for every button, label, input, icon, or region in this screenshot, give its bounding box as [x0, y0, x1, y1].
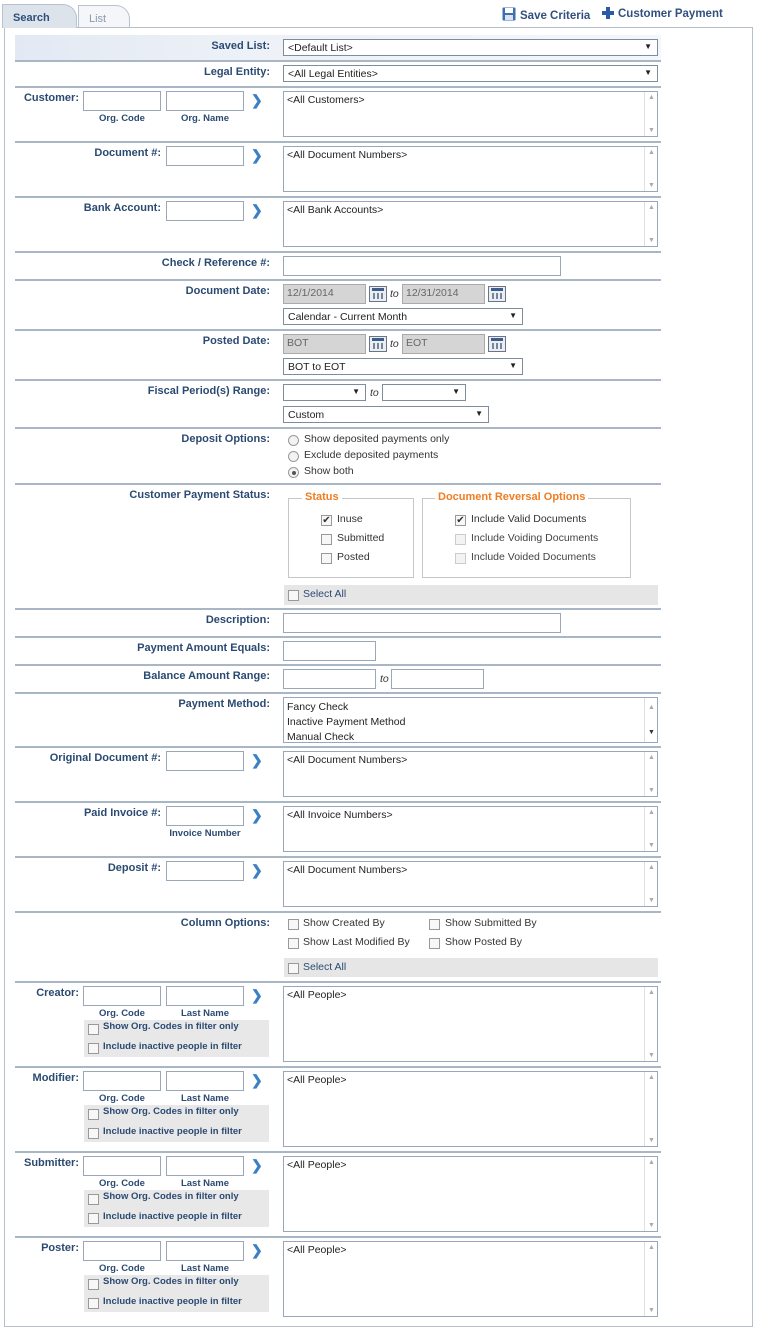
scrollbar[interactable]: ▲ ▼	[644, 1072, 657, 1146]
status-legend: Status	[302, 491, 342, 503]
fiscal-mode-value: Custom	[288, 409, 325, 421]
creator-inactive-label: Include inactive people in filter	[103, 1041, 242, 1052]
customer-payment-label: Customer Payment	[618, 8, 723, 20]
payment-amount-input[interactable]	[283, 641, 376, 661]
posted-date-to-word: to	[390, 338, 399, 350]
bank-account-label: Bank Account:	[83, 202, 161, 214]
deposit-no-listbox[interactable]	[283, 861, 658, 907]
show-both-label: Show both	[304, 465, 354, 477]
deposit-no-label: Deposit #:	[107, 862, 161, 874]
calendar-icon[interactable]	[488, 286, 506, 302]
columns-select-all-checkbox[interactable]	[288, 963, 299, 974]
paid-invoice-listbox[interactable]	[283, 806, 658, 852]
deposit-options-label: Deposit Options:	[181, 433, 270, 445]
poster-org-only-label: Show Org. Codes in filter only	[103, 1276, 239, 1287]
submitter-list-item: <All People>	[287, 1159, 347, 1171]
document-no-list-item: <All Document Numbers>	[287, 149, 408, 161]
original-doc-label: Original Document #:	[49, 752, 161, 764]
poster-listbox[interactable]	[283, 1241, 658, 1317]
paid-invoice-label: Paid Invoice #:	[83, 807, 161, 819]
deposit-no-list-item: <All Document Numbers>	[287, 864, 408, 876]
scrollbar[interactable]: ▲ ▼	[644, 862, 657, 906]
modifier-inactive-label: Include inactive people in filter	[103, 1126, 242, 1137]
check-ref-label: Check / Reference #:	[161, 257, 270, 269]
scrollbar[interactable]: ▲ ▼	[644, 202, 657, 246]
submitter-inactive-label: Include inactive people in filter	[103, 1211, 242, 1222]
chevron-down-icon: ▼	[644, 42, 652, 51]
scrollbar[interactable]: ▲ ▼	[644, 1242, 657, 1316]
modifier-org-only-checkbox[interactable]	[88, 1109, 99, 1120]
save-criteria-link[interactable]	[502, 7, 590, 22]
calendar-icon[interactable]	[369, 286, 387, 302]
modifier-last-name-caption: Last Name	[180, 1093, 230, 1104]
submitter-inactive-checkbox[interactable]	[88, 1213, 99, 1224]
modifier-org-code-caption: Org. Code	[99, 1093, 145, 1104]
chevron-down-icon: ▼	[509, 311, 517, 320]
modifier-org-code-input[interactable]	[83, 1071, 161, 1091]
poster-add-arrow-icon[interactable]: ❯	[251, 1242, 263, 1258]
status-select-all-checkbox[interactable]	[288, 590, 299, 601]
show-submitted-checkbox[interactable]	[429, 919, 440, 930]
paid-invoice-list-item: <All Invoice Numbers>	[287, 809, 393, 821]
submitter-add-arrow-icon[interactable]: ❯	[251, 1157, 263, 1173]
creator-org-code-input[interactable]	[83, 986, 161, 1006]
balance-to-input[interactable]	[391, 669, 484, 689]
modifier-add-arrow-icon[interactable]: ❯	[251, 1072, 263, 1088]
customer-list-item: <All Customers>	[287, 94, 365, 106]
creator-org-only-label: Show Org. Codes in filter only	[103, 1021, 239, 1032]
document-no-input[interactable]	[166, 146, 244, 166]
customer-org-name-caption: Org. Name	[180, 113, 230, 124]
submitter-org-only-checkbox[interactable]	[88, 1194, 99, 1205]
submitter-listbox[interactable]	[283, 1156, 658, 1232]
modifier-last-name-input[interactable]	[166, 1071, 244, 1091]
poster-last-name-input[interactable]	[166, 1241, 244, 1261]
creator-label: Creator:	[36, 987, 79, 999]
saved-list-value: <Default List>	[288, 42, 353, 54]
tab-list[interactable]	[78, 5, 130, 27]
show-modified-label: Show Last Modified By	[303, 936, 410, 948]
creator-last-name-input[interactable]	[166, 986, 244, 1006]
poster-inactive-checkbox[interactable]	[88, 1298, 99, 1309]
bank-account-listbox[interactable]	[283, 201, 658, 247]
deposit-no-add-arrow-icon[interactable]: ❯	[251, 862, 263, 878]
customer-payment-link[interactable]	[602, 7, 723, 20]
original-doc-add-arrow-icon[interactable]: ❯	[251, 752, 263, 768]
document-add-arrow-icon[interactable]: ❯	[251, 147, 263, 163]
chevron-down-icon: ▼	[352, 387, 360, 396]
columns-select-all-label: Select All	[303, 961, 347, 973]
saved-list-label: Saved List:	[211, 40, 270, 52]
fiscal-from-select[interactable]	[283, 384, 366, 401]
show-created-label: Show Created By	[303, 917, 385, 929]
scrollbar[interactable]: ▲ ▼	[644, 147, 657, 191]
fiscal-label: Fiscal Period(s) Range:	[147, 385, 270, 397]
plus-icon	[602, 7, 614, 19]
document-date-label: Document Date:	[185, 285, 270, 297]
customer-listbox[interactable]	[283, 91, 658, 137]
bank-account-list-item: <All Bank Accounts>	[287, 204, 384, 216]
creator-org-code-caption: Org. Code	[99, 1008, 145, 1019]
scrollbar[interactable]: ▲ ▼	[644, 987, 657, 1061]
scrollbar[interactable]: ▲ ▼	[644, 698, 657, 742]
posted-date-range-select[interactable]	[283, 358, 523, 375]
document-date-range-select[interactable]	[283, 308, 523, 325]
save-icon	[502, 7, 516, 21]
posted-date-label: Posted Date:	[202, 335, 270, 347]
creator-org-only-checkbox[interactable]	[88, 1024, 99, 1035]
posted-checkbox[interactable]	[321, 553, 332, 564]
include-voiding-checkbox[interactable]	[455, 534, 466, 545]
exclude-deposited-radio[interactable]	[288, 451, 299, 462]
paid-invoice-input[interactable]	[166, 806, 244, 826]
posted-label: Posted	[337, 551, 370, 563]
include-voiding-label: Include Voiding Documents	[471, 532, 599, 544]
payment-method-option[interactable]: Inactive Payment Method	[287, 716, 406, 728]
posted-date-range-value: BOT to EOT	[288, 361, 346, 373]
payment-method-label: Payment Method:	[178, 698, 270, 710]
tab-list-label: List	[89, 13, 107, 25]
modifier-org-only-label: Show Org. Codes in filter only	[103, 1106, 239, 1117]
deposited-only-radio[interactable]	[288, 435, 299, 446]
chevron-down-icon: ▼	[509, 361, 517, 370]
balance-range-label: Balance Amount Range:	[143, 670, 270, 682]
poster-last-name-caption: Last Name	[180, 1263, 230, 1274]
include-voided-checkbox[interactable]	[455, 553, 466, 564]
poster-list-item: <All People>	[287, 1244, 347, 1256]
description-input[interactable]	[283, 613, 561, 633]
customer-org-code-input[interactable]	[83, 91, 161, 111]
document-date-from-input[interactable]: 12/1/2014	[283, 284, 366, 304]
show-posted-checkbox[interactable]	[429, 938, 440, 949]
creator-inactive-checkbox[interactable]	[88, 1043, 99, 1054]
show-created-checkbox[interactable]	[288, 919, 299, 930]
fiscal-to-word: to	[370, 387, 379, 399]
status-select-all-label: Select All	[303, 588, 347, 600]
payment-method-option[interactable]: Manual Check	[287, 731, 355, 743]
show-posted-label: Show Posted By	[445, 936, 523, 948]
balance-from-input[interactable]	[283, 669, 376, 689]
original-doc-input[interactable]	[166, 751, 244, 771]
customer-label: Customer:	[23, 92, 79, 104]
document-no-listbox[interactable]	[283, 146, 658, 192]
calendar-icon[interactable]	[488, 336, 506, 352]
submitted-label: Submitted	[337, 532, 385, 544]
poster-org-code-input[interactable]	[83, 1241, 161, 1261]
status-label: Customer Payment Status:	[129, 489, 270, 501]
creator-list-item: <All People>	[287, 989, 347, 1001]
bank-account-input[interactable]	[166, 201, 244, 221]
modifier-listbox[interactable]	[283, 1071, 658, 1147]
customer-add-arrow-icon[interactable]: ❯	[251, 92, 263, 108]
submitter-org-code-input[interactable]	[83, 1156, 161, 1176]
scrollbar[interactable]: ▲ ▼	[644, 807, 657, 851]
submitter-label: Submitter:	[24, 1157, 79, 1169]
payment-amount-label: Payment Amount Equals:	[137, 642, 270, 654]
include-valid-checkbox[interactable]: ✔	[456, 515, 465, 526]
tab-search[interactable]	[2, 4, 77, 28]
modifier-list-item: <All People>	[287, 1074, 347, 1086]
creator-listbox[interactable]	[283, 986, 658, 1062]
save-criteria-label: Save Criteria	[520, 10, 591, 22]
show-submitted-label: Show Submitted By	[445, 917, 537, 929]
submitter-last-name-input[interactable]	[166, 1156, 244, 1176]
document-date-to-word: to	[390, 288, 399, 300]
tab-search-label: Search	[13, 12, 50, 24]
document-no-label: Document #:	[94, 147, 161, 159]
poster-label: Poster:	[41, 1242, 79, 1254]
paid-invoice-add-arrow-icon[interactable]: ❯	[251, 807, 263, 823]
submitter-org-code-caption: Org. Code	[99, 1178, 145, 1189]
legal-entity-label: Legal Entity:	[203, 66, 270, 78]
check-ref-input[interactable]	[283, 256, 561, 276]
balance-to-word: to	[380, 673, 389, 685]
inuse-label: Inuse	[337, 513, 363, 525]
inuse-checkbox[interactable]: ✔	[322, 515, 331, 526]
posted-date-to-input[interactable]: EOT	[402, 334, 485, 354]
legal-entity-select[interactable]	[283, 65, 658, 82]
saved-list-select[interactable]	[283, 39, 658, 56]
modifier-label: Modifier:	[32, 1072, 79, 1084]
submitter-org-only-label: Show Org. Codes in filter only	[103, 1191, 239, 1202]
poster-org-code-caption: Org. Code	[99, 1263, 145, 1274]
original-doc-list-item: <All Document Numbers>	[287, 754, 408, 766]
show-modified-checkbox[interactable]	[288, 938, 299, 949]
calendar-icon[interactable]	[369, 336, 387, 352]
payment-method-option[interactable]: Fancy Check	[287, 701, 349, 713]
customer-org-name-input[interactable]	[166, 91, 244, 111]
poster-org-only-checkbox[interactable]	[88, 1279, 99, 1290]
reversal-legend: Document Reversal Options	[435, 491, 588, 503]
customer-org-code-caption: Org. Code	[99, 113, 145, 124]
fiscal-to-select[interactable]	[382, 384, 466, 401]
legal-entity-value: <All Legal Entities>	[288, 68, 378, 80]
chevron-down-icon: ▼	[475, 409, 483, 418]
document-date-range-value: Calendar - Current Month	[288, 311, 408, 323]
posted-date-from-input[interactable]: BOT	[283, 334, 366, 354]
modifier-inactive-checkbox[interactable]	[88, 1128, 99, 1139]
deposit-no-input[interactable]	[166, 861, 244, 881]
submitted-checkbox[interactable]	[321, 534, 332, 545]
column-options-label: Column Options:	[180, 917, 270, 929]
include-voided-label: Include Voided Documents	[471, 551, 596, 563]
invoice-number-caption: Invoice Number	[169, 828, 241, 839]
scrollbar[interactable]: ▲ ▼	[644, 92, 657, 136]
chevron-down-icon: ▼	[452, 387, 460, 396]
submitter-last-name-caption: Last Name	[180, 1178, 230, 1189]
chevron-down-icon: ▼	[644, 68, 652, 77]
creator-add-arrow-icon[interactable]: ❯	[251, 987, 263, 1003]
scrollbar[interactable]: ▲ ▼	[644, 752, 657, 796]
exclude-deposited-label: Exclude deposited payments	[304, 449, 439, 461]
bank-account-add-arrow-icon[interactable]: ❯	[251, 202, 263, 218]
deposited-only-label: Show deposited payments only	[304, 433, 450, 445]
description-label: Description:	[205, 614, 270, 626]
show-both-radio[interactable]	[288, 467, 299, 478]
fiscal-mode-select[interactable]	[283, 406, 489, 423]
include-valid-label: Include Valid Documents	[471, 513, 587, 525]
scrollbar[interactable]: ▲ ▼	[644, 1157, 657, 1231]
poster-inactive-label: Include inactive people in filter	[103, 1296, 242, 1307]
creator-last-name-caption: Last Name	[180, 1008, 230, 1019]
document-date-to-input[interactable]: 12/31/2014	[402, 284, 485, 304]
payment-method-listbox[interactable]	[283, 697, 658, 743]
original-doc-listbox[interactable]	[283, 751, 658, 797]
